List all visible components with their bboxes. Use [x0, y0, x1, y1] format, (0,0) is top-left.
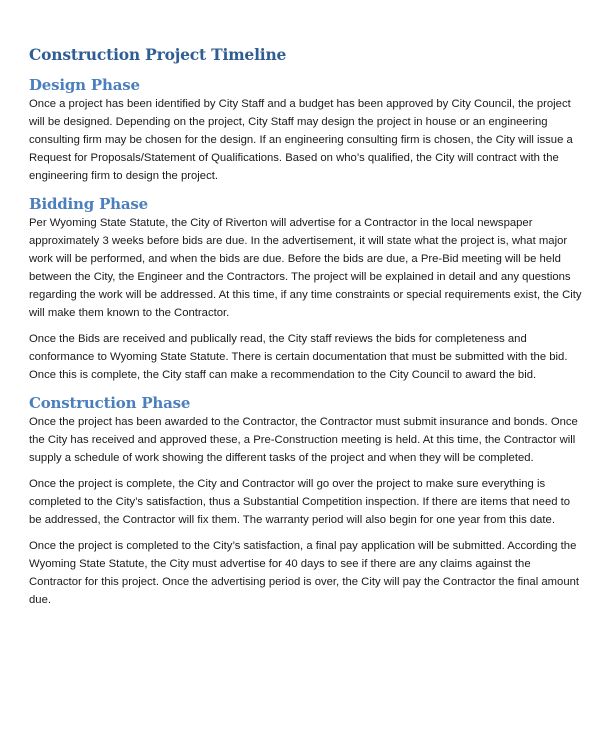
bidding-phase-heading: Bidding Phase [29, 195, 148, 213]
construction-phase-paragraph-3: Once the project is completed to the City’s satisfaction, a final pay application will be submitted. According the Wyoming State Statute, the City must advertise for 40 days to see if there are any claims against the Contractor for this project. Once the advertising period is over, the City will pay the Contractor the final amount due. [29, 540, 580, 606]
construction-phase-paragraph-2: Once the project is complete, the City and Contractor will go over the project to make sure everything is completed to the City’s satisfaction, thus a Substantial Competition inspection. If there are items that need to be addressed, the Contractor will fix them. The warranty period will also begin for one year from this date. [29, 478, 571, 526]
design-phase-paragraph-1: Once a project has been identified by City Staff and a budget has been approved by City Council, the project will be designed. Depending on the project, City Staff may design the project in house or an engineering consulting firm may be chosen for the design. If an engineering consulting firm is chosen, the City will issue a Request for Proposals/Statement of Qualifications. Based on who’s qualified, the City will contract with the engineering firm to design the project. [29, 98, 573, 182]
construction-phase-section [29, 393, 582, 609]
bidding-phase-section [29, 194, 582, 384]
bidding-phase-paragraph-1: Per Wyoming State Statute, the City of Riverton will advertise for a Contractor in the local newspaper approximately 3 weeks before bids are due. In the advertisement, it will state what the project is, what major work will be performed, and when the bids are due. Before the bids are due, a Pre-Bid meeting will be held between the City, the Engineer and the Contractors. The project will be explained in detail and any questions regarding the work will be addressed. At this time, if any time constraints or special requirements exist, the City will make them known to the Contractor. [29, 217, 582, 319]
document-title: Construction Project Timeline [29, 45, 287, 64]
construction-phase-heading: Construction Phase [29, 394, 191, 412]
construction-phase-paragraph-1: Once the project has been awarded to the Contractor, the Contractor must submit insurance and bonds. Once the City has received and approved these, a Pre-Construction meeting is held. At this time, the Contractor will supply a schedule of work showing the different tasks of the project and when they will be completed. [29, 416, 578, 464]
design-phase-heading: Design Phase [29, 76, 140, 94]
design-phase-section [29, 75, 582, 185]
bidding-phase-paragraph-2: Once the Bids are received and publically read, the City staff reviews the bids for completeness and conformance to Wyoming State Statute. There is certain documentation that must be submitted with the bid. Once this is complete, the City staff can make a recommendation to the City Council to award the bid. [29, 333, 568, 381]
